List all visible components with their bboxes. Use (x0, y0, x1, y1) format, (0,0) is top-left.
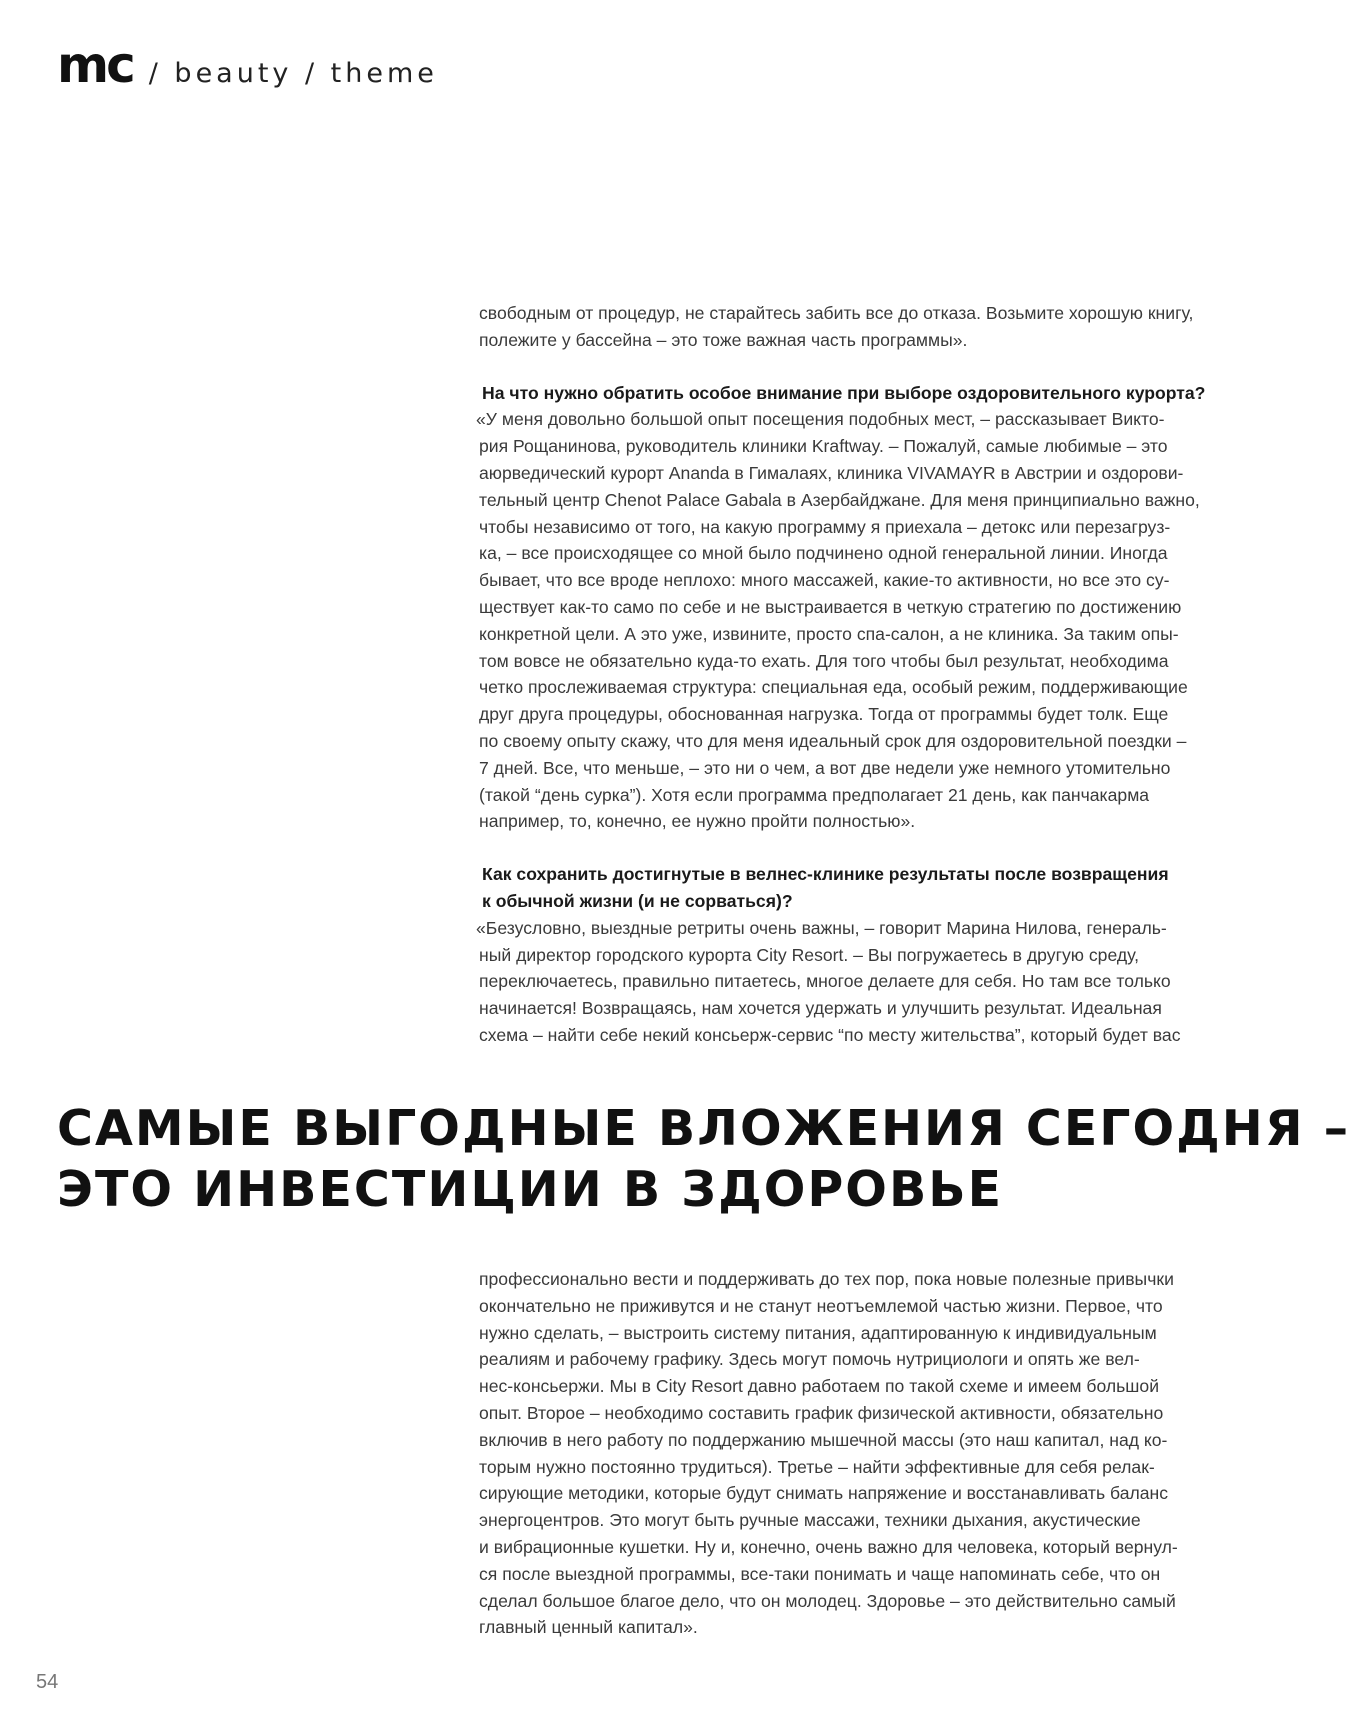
answer-line: бывает, что все вроде неплохо: много массажей, какие-то активности, но все это су- (479, 570, 1170, 591)
paragraph-line: торым нужно постоянно трудиться). Третье – найти эффективные для себя релак- (479, 1456, 1155, 1477)
answer-line: тельный центр Chenot Palace Gabala в Азербайджане. Для меня принципиально важно, (479, 489, 1200, 510)
paragraph-line: и вибрационные кушетки. Ну и, конечно, очень важно для человека, который вернул- (479, 1536, 1178, 1557)
article-column-bottom (479, 1266, 1319, 1641)
paragraph-line: свободным от процедур, не старайтесь забить все до отказа. Возьмите хорошую книгу, (479, 303, 1194, 323)
answer-line: чтобы независимо от того, на какую программу я приехала – детокс или перезагруз- (479, 516, 1171, 537)
paragraph-line: реалиям и рабочему графику. Здесь могут помочь нутрициологи и опять же вел- (479, 1349, 1140, 1370)
answer-line: 7 дней. Все, что меньше, – это ни о чем, а вот две недели уже немного утомительно (479, 757, 1171, 778)
paragraph-line: полежите у бассейна – это тоже важная часть программы». (479, 329, 968, 350)
answer-line: четко прослеживаемая структура: специальная еда, особый режим, поддерживающие (479, 677, 1188, 698)
paragraph-line: ся после выездной программы, все-таки понимать и чаще напоминать себе, что он (479, 1563, 1161, 1584)
paragraph-line: сирующие методики, которые будут снимать напряжение и восстанавливать баланс (479, 1483, 1169, 1504)
answer-line: аюрведический курорт Ananda в Гималаях, клиника VIVAMAYR в Австрии и оздорови- (479, 462, 1184, 483)
answer-line: переключаетесь, правильно питаетесь, многое делаете для себя. Но там все только (479, 971, 1171, 992)
page-number: 54 (36, 1671, 59, 1693)
paragraph-line: главный ценный капитал». (479, 1617, 698, 1638)
question-heading: к обычной жизни (и не сорваться)? (482, 890, 793, 911)
article-column-top (476, 300, 1319, 1049)
answer-line: ный директор городского курорта City Resort. – Вы погружаетесь в другую среду, (479, 944, 1140, 965)
answer-line: схема – найти себе некий консьерж-сервис “по месту жительства”, который будет вас (479, 1024, 1181, 1045)
paragraph-line: нес-консьержи. Мы в City Resort давно работаем по такой схеме и имеем большой (479, 1376, 1160, 1397)
paragraph-line: опыт. Второе – необходимо составить график физической активности, обязательно (479, 1402, 1164, 1423)
question-heading: На что нужно обратить особое внимание при выборе оздоровительного курорта? (482, 382, 1206, 403)
answer-line: «Безусловно, выездные ретриты очень важны, – говорит Марина Нилова, генераль- (476, 917, 1167, 938)
question-heading: Как сохранить достигнутые в велнес-клинике результаты после возвращения (482, 864, 1169, 885)
answer-line: друг друга процедуры, обоснованная нагрузка. Тогда от программы будет толк. Еще (479, 704, 1169, 725)
answer-line: рия Рощанинова, руководитель клиники Kraftway. – Пожалуй, самые любимые – это (479, 436, 1168, 457)
paragraph-line: включив в него работу по поддержанию мышечной массы (это наш капитал, над ко- (479, 1429, 1168, 1450)
answer-line: (такой “день сурка”). Хотя если программа предполагает 21 день, как панчакарма (479, 784, 1150, 805)
headline-line: ЭТО ИНВЕСТИЦИИ В ЗДОРОВЬЕ (57, 1161, 1004, 1218)
paragraph-line: сделал большое благое дело, что он молодец. Здоровье – это действительно самый (479, 1590, 1176, 1611)
answer-line: ществует как-то само по себе и не выстраивается в четкую стратегию по достижению (479, 596, 1182, 617)
answer-line: том вовсе не обязательно куда-то ехать. Для того чтобы был результат, необходима (479, 650, 1169, 671)
paragraph-line: профессионально вести и поддерживать до тех пор, пока новые полезные привычки (479, 1269, 1174, 1289)
section-breadcrumb: / beauty / theme (148, 58, 438, 89)
paragraph-line: энергоцентров. Это могут быть ручные массажи, техники дыхания, акустические (479, 1510, 1141, 1531)
answer-line: например, то, конечно, ее нужно пройти полностью». (479, 811, 916, 832)
answer-line: ка, – все происходящее со мной было подчинено одной генеральной линии. Иногда (479, 543, 1168, 564)
answer-line: по своему опыту скажу, что для меня идеальный срок для оздоровительной поездки – (479, 730, 1187, 751)
magazine-logo: mc (57, 36, 133, 94)
paragraph-line: окончательно не приживутся и не станут неотъемлемой частью жизни. Первое, что (479, 1295, 1163, 1316)
answer-line: конкретной цели. А это уже, извините, просто спа-салон, а не клиника. За таким опы- (479, 623, 1179, 644)
answer-line: начинается! Возвращаясь, нам хочется удержать и улучшить результат. Идеальная (479, 998, 1162, 1019)
headline-line: САМЫЕ ВЫГОДНЫЕ ВЛОЖЕНИЯ СЕГОДНЯ – (57, 1100, 1351, 1157)
answer-line: «У меня довольно большой опыт посещения подобных мест, – рассказывает Викто- (476, 409, 1165, 430)
pull-quote-headline (57, 1098, 1351, 1220)
paragraph-line: нужно сделать, – выстроить систему питания, адаптированную к индивидуальным (479, 1322, 1157, 1343)
masthead (57, 36, 438, 94)
